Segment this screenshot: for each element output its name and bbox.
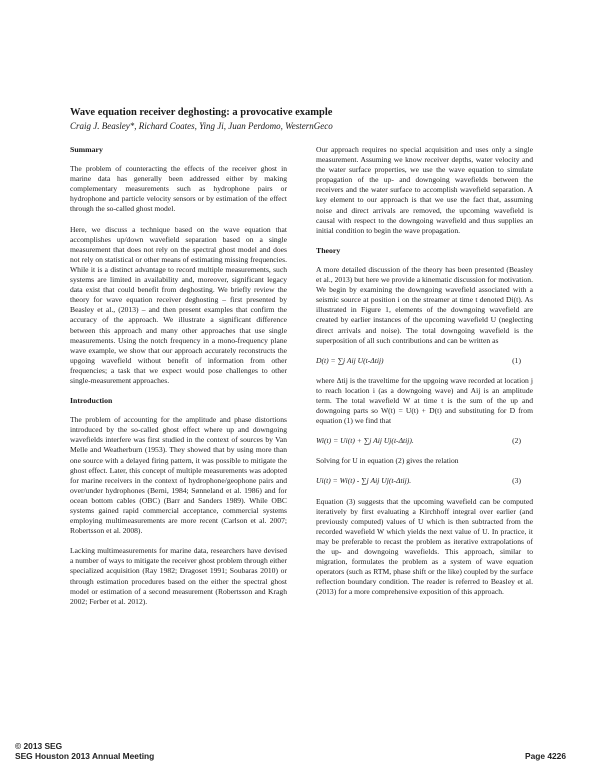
introduction-paragraph: The problem of accounting for the amplitude and phase distortions introduced by the so-called ghost effect where up and downgoing wavefields interfere was first studied in the context of sources by Van Melle and Weatherburn (1953). They showed that by using more than one source with a delayed firing pattern, it was possible to mitigate the ghost effect. Later, this concept of multiple measurements was adopted for marine receivers in the context of hydrophone/geophone pairs and over/under hydrophones (Berni, 1984; Sønneland et al. 1986) and for ocean bottom cables (OBC) (Barr and Sanders 1989). While OBC systems gained rapid commercial acceptance, commercial systems employing multimeasurements are more recent (Carlson et al. 2007; Robertsson et al. 2008).: [70, 415, 287, 536]
equation-2-number: (2): [512, 436, 521, 446]
summary-heading: Summary: [70, 145, 103, 154]
equation-2: [316, 436, 533, 446]
theory-heading: Theory: [316, 245, 341, 255]
paper-authors: Craig J. Beasley*, Richard Coates, Ying Ji, Juan Perdomo, WesternGeco: [70, 121, 333, 131]
theory-paragraph: A more detailed discussion of the theory has been presented (Beasley et al., 2013) but here we provide a kinematic discussion for motivation. We begin by examining the downgoing wavefield associated with a seismic source at position i on the streamer at time t denoted Di(t). As illustrated in Figure 1, elements of the downgoing wavefield are created by earlier instances of the upcoming wavefield U (neglecting direct arrivals and noise). The total downgoing wavefield is the superposition of all such contributions and can be written as: [316, 264, 533, 345]
equation-1: [316, 356, 533, 366]
equation-3-number: (3): [512, 476, 521, 486]
equation-2-formula: Wi(t) = Ui(t) + ∑j Aij Uj(t-Δtij).: [316, 436, 414, 446]
theory-paragraph: where Δtij is the traveltime for the upgoing wave recorded at location j to reach location i (as a downgoing wave) and Aij is an amplitude term. The total wavefield W at time t is the sum of the up and downgoing parts so W(t) = U(t) + D(t) and substituting for D from equation (1) we find that: [316, 375, 533, 426]
footer-page-number: Page 4226: [525, 751, 566, 761]
equation-3-formula: Ui(t) = Wi(t) - ∑j Aij Uj(t-Δtij).: [316, 476, 412, 486]
equation-3: [316, 476, 533, 486]
theory-paragraph: Solving for U in equation (2) gives the relation: [316, 456, 459, 466]
summary-paragraph: The problem of counteracting the effects of the receiver ghost in marine data has generally been addressed either by making complementary measurements such as hydrophone pairs or hydrophone and particle velocity sensors or by estimation of the effect through the so-called ghost model.: [70, 164, 287, 214]
right-column: [316, 145, 533, 607]
summary-paragraph: Here, we discuss a technique based on the wave equation that accomplishes up/down wavefield separation based on a single measurement that does not rely on the spectral ghost model and does not rely on statistical or other means of estimating missing frequencies. While it is a distinct advantage to record multiple measurements, such systems are limited in availability and, moreover, significant legacy data exist that could benefit from deghosting. We briefly review the theory for wave equation receiver deghosting – first presented by Beasley et al., (2013) – and then present examples that confirm the accuracy of the approach. We illustrate a significant difference between this approach and many other approaches that use single measurements. Using the notch frequency in a mono-frequency plane wave example, we show that our approach accurately reconstructs the upgoing wavefield without benefit of information from other frequencies; a task that we expect would pose challenges to other single-measurement approaches.: [70, 224, 287, 385]
introduction-heading: Introduction: [70, 396, 113, 406]
paper-title: Wave equation receiver deghosting: a provocative example: [70, 107, 333, 118]
equation-1-formula: D(t) = ∑j Aij U(t-Δtij): [316, 355, 384, 365]
footer-meeting: SEG Houston 2013 Annual Meeting: [15, 751, 155, 761]
theory-paragraph: Equation (3) suggests that the upcoming wavefield can be computed iteratively by first evaluating a Kirchhoff integral over earlier (and previously computed) values of U which is then subtracted from the recorded wavefield W which yields the next value of U. In practice, it may be preferable to recast the problem as iterative extrapolations of the up- and downgoing wavefields. This approach, similar to migration, formulates the problem as a system of wave equation operators (such as RTM, phase shift or the like) coupled by the surface reflection boundary condition. The reader is referred to Beasley et al. (2013) for a more comprehensive exposition of this approach.: [316, 496, 533, 597]
equation-1-number: (1): [512, 355, 521, 365]
introduction-paragraph: Lacking multimeasurements for marine data, researchers have devised a number of ways to mitigate the receiver ghost problem through either specialized acquisition (Ray 1982; Dragoset 1991; Soubaras 2010) or through estimation procedures based on the either the spectral ghost model or estimation of a second measurement (Robertsson and Kragh 2002; Ferber et al. 2012).: [70, 546, 287, 606]
footer-copyright: © 2013 SEG: [15, 741, 63, 751]
approach-paragraph: Our approach requires no special acquisition and uses only a single measurement. Assuming we know receiver depths, water velocity and the water surface properties, we use the wave equation to simulate propagation of the up- and downgoing wavefields between the receivers and the water surface to accomplish wavefield separation. A key element to our approach is that we use the fact that, assuming noise and direct arrivals are removed, the upcoming wavefield is causal with respect to the downgoing wavefield and thus supplies an initial condition to begin the wave propagation.: [316, 145, 533, 235]
left-column: [70, 145, 287, 617]
